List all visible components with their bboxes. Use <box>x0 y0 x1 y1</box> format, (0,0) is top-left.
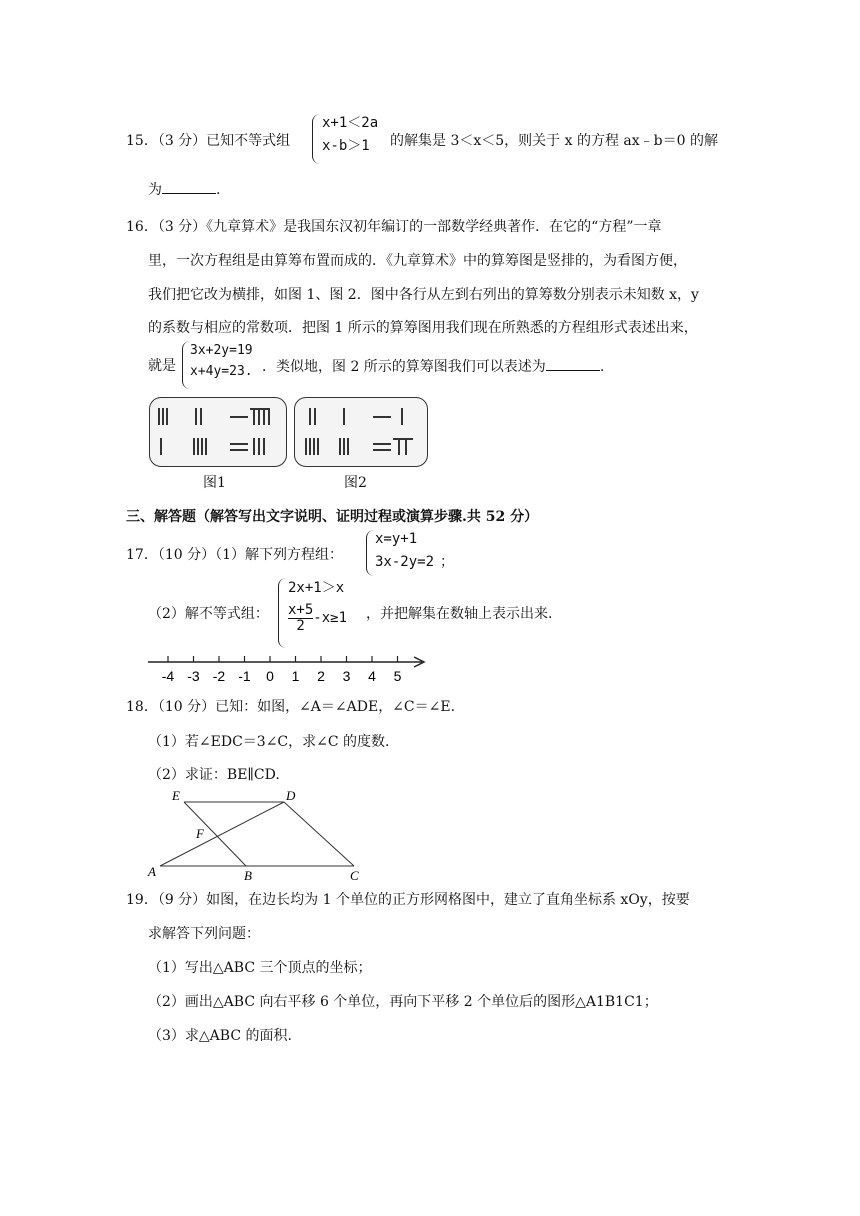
q16-system <box>190 342 253 380</box>
label-F: F <box>196 826 204 841</box>
rod <box>230 416 248 418</box>
q19-line2: 求解答下列问题： <box>148 926 260 942</box>
q16-line2: 里，一次方程组是由算筹布置而成的．《九章算术》中的算筹图是竖排的，为看图方便， <box>148 253 687 269</box>
rod <box>263 438 265 455</box>
number-line-tick-label: -4 <box>161 668 175 684</box>
rod <box>373 449 391 451</box>
rod <box>347 438 349 455</box>
q15-line2-text: 为 <box>148 182 162 198</box>
q15-brace <box>312 114 321 164</box>
q16-sys-row2: x+4y=23. <box>190 364 253 379</box>
q19-line1: 19．（9 分）如图，在边长均为 1 个单位的正方形网格图中，建立了直角坐标系 xOy，按要 <box>126 892 690 908</box>
q17-fraction <box>288 603 313 634</box>
rod <box>305 438 307 455</box>
rod <box>197 438 199 455</box>
q15-sys-row1: x+1＜2a <box>322 115 379 131</box>
section3-heading: 三、解答题（解答写出文字说明、证明过程或演算步骤.共 52 分） <box>126 509 539 525</box>
label-A: A <box>148 864 156 879</box>
rod <box>158 408 160 425</box>
rod <box>200 408 202 425</box>
q17-brace1 <box>366 530 375 576</box>
q17-sys1-row1: x=y+1 <box>375 531 418 547</box>
q17-sys1-row2: 3x-2y=2 <box>375 554 435 570</box>
rod <box>373 443 391 445</box>
label-E: E <box>172 788 180 803</box>
q17-sys2-row2 <box>288 603 347 634</box>
label-C: C <box>350 868 359 882</box>
rod <box>393 438 413 440</box>
figure2-counting-rods <box>294 397 428 467</box>
q16-sys-row1: 3x+2y=19 <box>190 343 253 358</box>
q17-fraction-numerator: x+5 <box>288 602 314 618</box>
q17-system2 <box>288 580 347 634</box>
rod <box>309 438 311 455</box>
q15-sys-row2: x-b＞1 <box>322 138 370 154</box>
q17-sys2-row1: 2x+1＞x <box>288 580 345 596</box>
rod <box>160 438 162 455</box>
number-line-tick-label: -2 <box>212 668 226 684</box>
segment-EB <box>184 802 246 866</box>
figure2-label: 图2 <box>344 475 367 491</box>
rod <box>258 408 260 425</box>
q19-line4: （2）画出△ABC 向右平移 6 个单位，再向下平移 2 个单位后的图形△A1B1C1； <box>148 994 658 1010</box>
q16-line4: 的系数与相应的常数项．把图 1 所示的算筹图用我们现在所熟悉的方程组形式表述出来， <box>148 320 698 336</box>
rod <box>253 438 255 455</box>
q17-sys1-end: ； <box>440 554 454 570</box>
rod <box>343 438 345 455</box>
q15-system <box>322 115 378 155</box>
figure1-counting-rods <box>149 397 287 467</box>
q19-line3: （1）写出△ABC 三个顶点的坐标； <box>148 960 372 976</box>
q16-l5: ．类似地，图 2 所示的算筹图我们可以表述为 . <box>262 356 604 377</box>
number-line-tick-label: -1 <box>238 668 251 684</box>
rod <box>313 438 315 455</box>
rod <box>166 408 168 425</box>
q17-sys2-rest: -x≥1 <box>313 610 348 626</box>
number-line[interactable] <box>140 650 440 690</box>
label-D: D <box>286 788 296 803</box>
number-line-tick-label: 4 <box>368 668 376 684</box>
rod <box>258 438 260 455</box>
rod <box>317 438 319 455</box>
q15-suffix: 的解集是 3＜x＜5，则关于 x 的方程 ax﹣b＝0 的解 <box>390 133 718 149</box>
rod <box>253 408 255 425</box>
rod <box>314 408 316 425</box>
rod <box>230 449 248 451</box>
label-B: B <box>244 868 252 882</box>
q15-line1 <box>126 131 290 151</box>
q18-line1: 18．（10 分）已知：如图，∠A＝∠ADE，∠C＝∠E. <box>126 699 456 715</box>
segment-AD <box>160 802 284 866</box>
q18-line2: （1）若∠EDC＝3∠C，求∠C 的度数. <box>148 734 390 750</box>
q16-l5-prefix: 就是 <box>148 358 176 374</box>
number-line-tick-label: 2 <box>317 668 325 684</box>
rod <box>343 408 345 425</box>
q17-p2-prefix: （2）解不等式组： <box>148 606 269 622</box>
rod <box>309 408 311 425</box>
q15-line2: 为 . <box>148 179 220 200</box>
q17-brace2 <box>278 578 287 648</box>
q17-prefix: 17．（10 分）（1）解下列方程组： <box>126 547 343 563</box>
q16-answer-blank[interactable] <box>546 356 600 371</box>
rod <box>268 408 270 425</box>
q15-prefix: 15．（3 分）已知不等式组 <box>126 133 291 149</box>
q16-l5-suffix: ．类似地，图 2 所示的算筹图我们可以表述为 <box>262 359 546 375</box>
q15-answer-blank[interactable] <box>162 179 216 194</box>
rod <box>398 438 400 455</box>
segment-DC <box>284 802 354 866</box>
q17-system1 <box>375 531 434 571</box>
rod <box>205 438 207 455</box>
rod <box>373 416 391 418</box>
rod <box>339 438 341 455</box>
figure1-label: 图1 <box>203 475 226 491</box>
q17-fraction-denominator: 2 <box>296 618 305 634</box>
rod <box>230 443 248 445</box>
rod <box>162 408 164 425</box>
number-line-tick-label: 3 <box>342 668 351 684</box>
number-line-tick-label: 5 <box>393 668 402 684</box>
rod <box>263 408 265 425</box>
rod <box>201 438 203 455</box>
rod <box>401 408 403 425</box>
q19-line5: （3）求△ABC 的面积. <box>148 1028 292 1044</box>
number-line-tick-label: -3 <box>187 668 200 684</box>
q16-line3: 我们把它改为横排，如图 1、图 2．图中各行从左到右列出的算筹数分别表示未知数 x，y <box>148 287 699 303</box>
number-line-tick-label: 0 <box>266 668 274 684</box>
rod <box>193 438 195 455</box>
q18-geometry-figure <box>144 786 374 882</box>
q18-line3: （2）求证：BE∥CD. <box>148 767 280 783</box>
number-line-tick-label: 1 <box>291 668 300 684</box>
q16-line1: 16．（3 分）《九章算术》是我国东汉初年编订的一部数学经典著作．在它的“方程”一章 <box>126 219 662 235</box>
rod <box>405 438 407 455</box>
rod <box>195 408 197 425</box>
q17-p2-suffix: ，并把解集在数轴上表示出来. <box>366 606 553 622</box>
